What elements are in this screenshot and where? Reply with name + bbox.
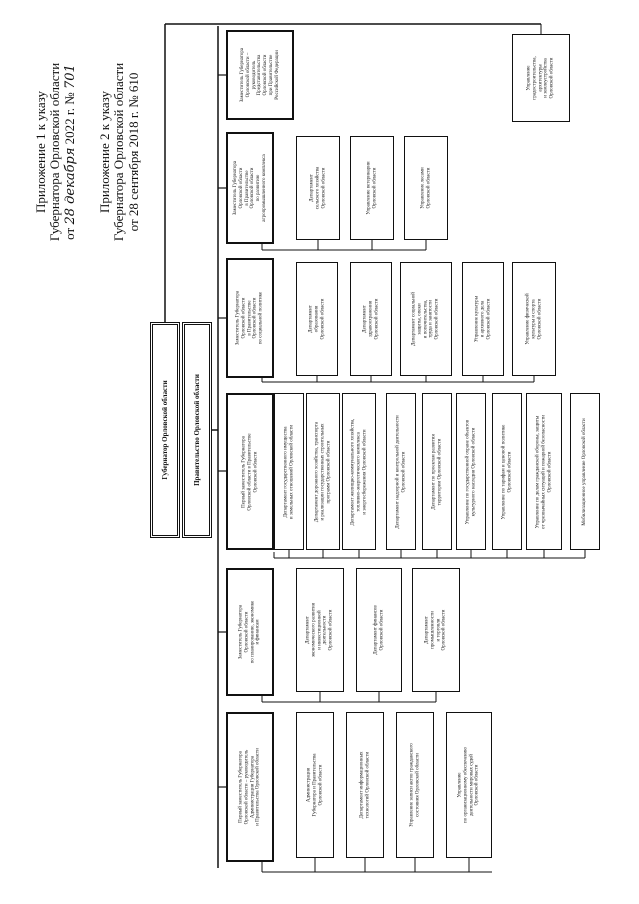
appendix-1-block: [34, 42, 78, 262]
unit-1-2: Департамент информационных технологий Орловской области: [346, 712, 384, 858]
appendix-1-date: от 28 декабря 2022 г. № 701: [61, 64, 78, 240]
appendix-1-line2: Губернатора Орловской области: [47, 62, 63, 242]
unit-2-1: Департамент экономического развития и инвестиционной деятельности Орловской области: [296, 568, 344, 692]
unit-3-9: Мобилизационное управление Орловской области: [570, 393, 600, 550]
standalone-unit: Управление градостроительства, архитектуры и землеустройства Орловской области: [512, 34, 570, 122]
appendix-2-line3: от 28 сентября 2018 г. № 610: [125, 72, 141, 232]
handwritten-date: 28 декабря: [62, 147, 78, 225]
branch-head-3: Первый заместитель Губернатора Орловской области в Правительстве Орловской области: [226, 393, 274, 550]
unit-2-2: Департамент финансов Орловской области: [356, 568, 402, 692]
unit-4-1: Департамент образования Орловской области: [296, 262, 338, 376]
unit-2-3: Департамент промышленности и торговли Орловской области: [412, 568, 460, 692]
unit-3-8: Управление по делам гражданской обороны, защиты от чрезвычайных ситуаций и пожарной безопасности Орловской области: [526, 393, 562, 550]
unit-1-1: Администрация Губернатора и Правительства Орловской области: [296, 712, 334, 858]
appendix-2-line2: Губернатора Орловской области: [111, 62, 127, 242]
unit-4-5: Управление физической культуры и спорта Орловской области: [512, 262, 556, 376]
unit-4-3: Департамент социальной защиты, опеки и попечительства, труда и занятости Орловской области: [400, 262, 452, 376]
unit-3-5: Департамент по проектам развития территории Орловской области: [422, 393, 452, 550]
unit-5-3: Управление лесами Орловской области: [404, 136, 448, 240]
unit-3-4: Департамент надзорной и контрольной деятельности Орловской области: [386, 393, 416, 550]
branch-head-5: Заместитель Губернатора Орловской области в Правительстве Орловской области по развитию агропромышленного комплекса: [226, 132, 274, 244]
unit-3-7: Управление по тарифам и ценовой политике Орловской области: [492, 393, 522, 550]
branch-head-6: Заместитель Губернатора Орловской области – руководитель Представительства Орловской области при Правительстве Российской Федерации: [226, 30, 294, 120]
governor-box: Губернатор Орловской области: [150, 322, 180, 538]
unit-4-2: Департамент здравоохранения Орловской области: [350, 262, 392, 376]
unit-3-1: Департамент государственного имущества и земельных отношений Орловской области: [274, 393, 304, 550]
appendix-1-line1: Приложение 1 к указу: [33, 90, 48, 214]
unit-3-3: Департамент жилищно-коммунального хозяйства, топливно-энергетического комплекса и энергосбережения Орловской области: [342, 393, 376, 550]
unit-3-6: Управление по государственной охране объектов культурного наследия Орловской области: [456, 393, 486, 550]
unit-1-3: Управление записи актов гражданского состояния Орловской области: [396, 712, 434, 858]
government-box: Правительство Орловской области: [182, 322, 212, 538]
branch-head-1: Первый заместитель Губернатора Орловской области – руководитель Администрации Губернатора и Правительства Орловской области: [226, 712, 274, 862]
unit-5-1: Департамент сельского хозяйства Орловской области: [296, 136, 340, 240]
unit-1-4: Управление по организационному обеспечению деятельности мировых судей Орловской области: [446, 712, 492, 858]
unit-3-2: Департамент дорожного хозяйства, транспорта и реализации государственных строительных программ Орловской области: [306, 393, 340, 550]
unit-4-4: Управление культуры и архивного дела Орловской области: [462, 262, 504, 376]
appendix-2-line1: Приложение 2 к указу: [97, 90, 112, 214]
unit-5-2: Управление ветеринарии Орловской области: [350, 136, 394, 240]
branch-head-4: Заместитель Губернатора Орловской области в Правительстве Орловской области по социальной политике: [226, 258, 274, 378]
appendix-2-block: [98, 42, 141, 262]
branch-head-2: Заместитель Губернатора Орловской области по планированию, экономике и финансам: [226, 568, 274, 696]
handwritten-number: 701: [62, 64, 78, 90]
